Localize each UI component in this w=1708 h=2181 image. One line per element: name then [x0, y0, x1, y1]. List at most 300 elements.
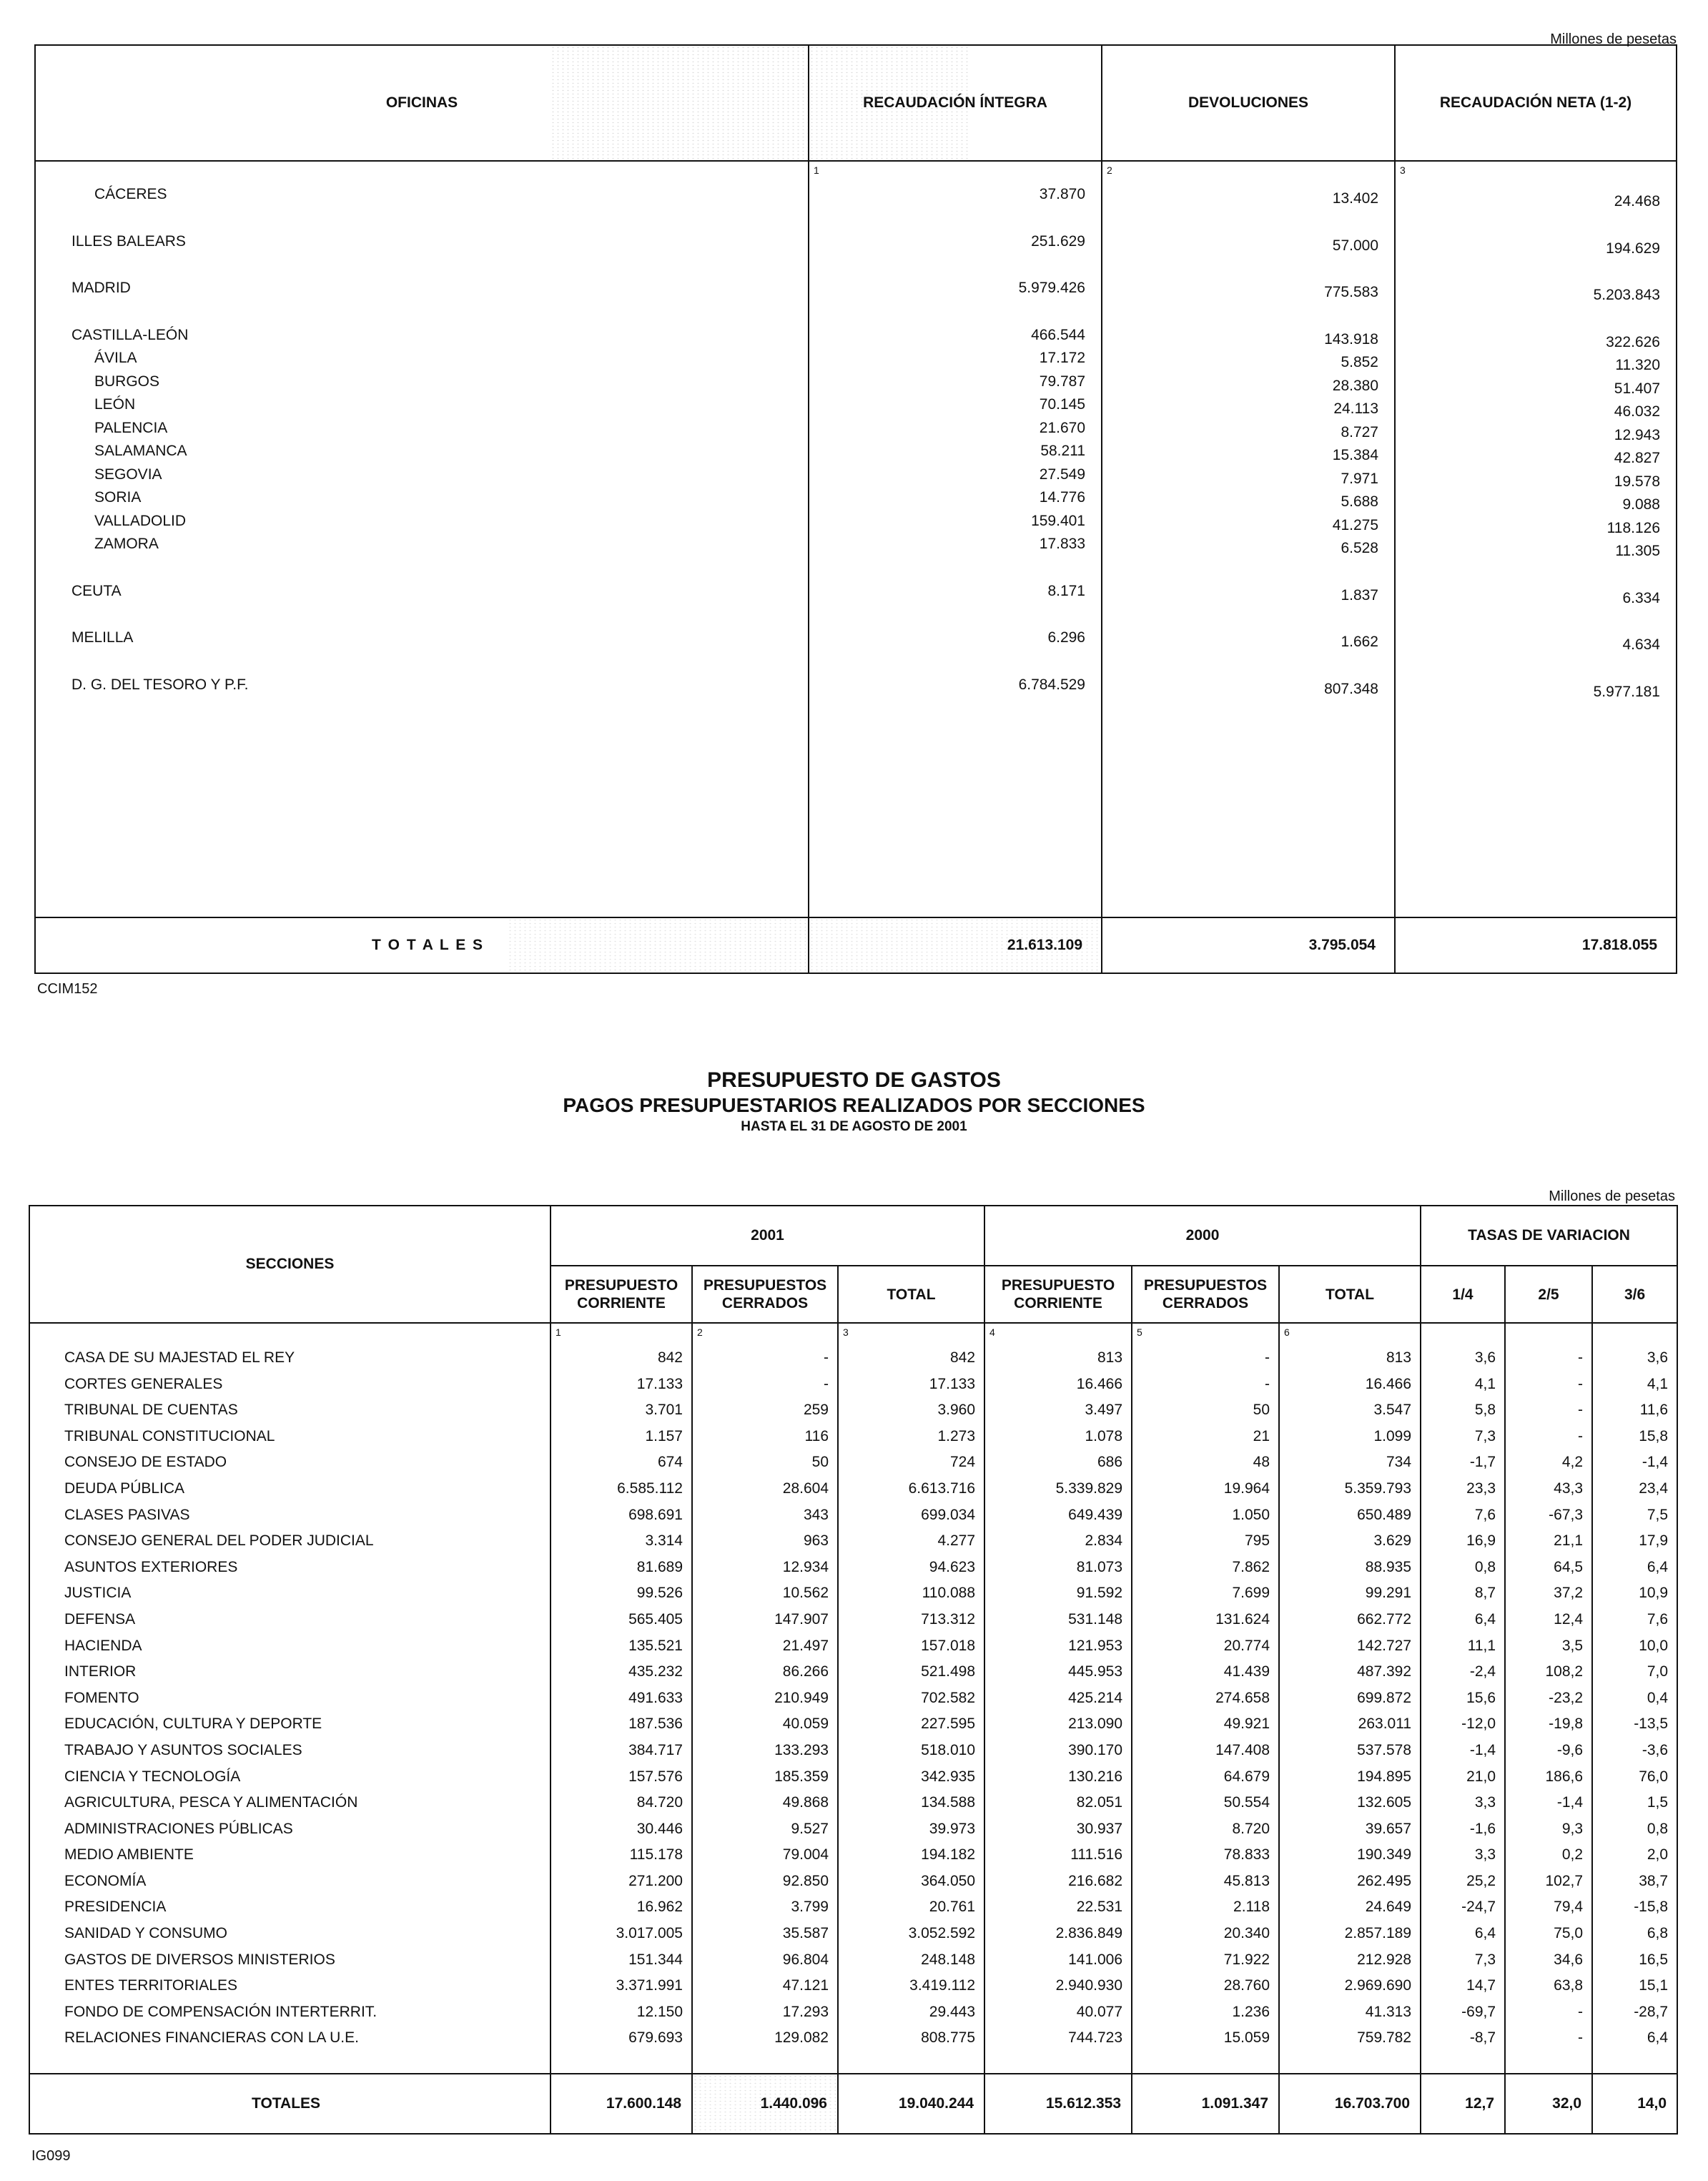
table1-row-value: 251.629 — [1031, 232, 1085, 250]
table2-row-value: 3.547 — [1373, 1402, 1412, 1419]
table2-row-value: 35.587 — [782, 1925, 829, 1942]
table2-row-value: 131.624 — [1215, 1610, 1270, 1628]
table2-row-value: 130.216 — [1068, 1768, 1123, 1785]
table2-row-value: 190.349 — [1357, 1846, 1412, 1864]
table1-recaudacion — [34, 44, 1677, 974]
table1-row-value: 807.348 — [1324, 680, 1378, 697]
table2-row-value: 5.339.829 — [1055, 1480, 1123, 1497]
table2-row-value: - — [1578, 1375, 1584, 1392]
table2-row-value: 699.034 — [921, 1506, 976, 1523]
table2-row-value: 64.679 — [1223, 1768, 1270, 1785]
table1-row-value: 9.088 — [1622, 496, 1660, 513]
table2-row-value: 157.576 — [628, 1768, 683, 1785]
table2-row-value: 7,6 — [1474, 1506, 1496, 1523]
table2-row-value: 79.004 — [782, 1846, 829, 1864]
table2-row-value: - — [1578, 1427, 1584, 1444]
table2-row-value: 686 — [1097, 1454, 1123, 1471]
table2-header-total-2001: TOTAL — [838, 1266, 984, 1323]
table2-row-value: 3.960 — [937, 1402, 976, 1419]
table1-row-value: 322.626 — [1606, 333, 1660, 350]
table2-row-name: FOMENTO — [64, 1689, 139, 1706]
table1-row-value: 118.126 — [1606, 519, 1660, 536]
table2-header-2001: 2001 — [551, 1206, 984, 1266]
table2-row-value: 86.266 — [782, 1663, 829, 1680]
table1-devol-column: 2 13.402 57.000 775.583 143.918 5.852 28.380 24.113 8.727 15.384 7.971 5.688 41.275 6.528 1.837 1.662 807.348 — [1102, 161, 1395, 917]
table2-row-value: -1,6 — [1469, 1820, 1496, 1837]
table2-row-value: 565.405 — [628, 1610, 683, 1628]
table2-row-value: 41.439 — [1223, 1663, 1270, 1680]
table2-header-pres-cerrados-2001: PRESUPUESTOS CERRADOS — [692, 1266, 838, 1323]
table2-row-value: 135.521 — [628, 1637, 683, 1654]
table2-row-value: 487.392 — [1357, 1663, 1412, 1680]
table2-row-value: 662.772 — [1357, 1610, 1412, 1628]
table2-row-value: 16,5 — [1639, 1951, 1669, 1968]
table1-row-value: 4.634 — [1622, 636, 1660, 653]
table2-row-value: 17.293 — [782, 2003, 829, 2020]
table2-row-value: 2,0 — [1647, 1846, 1669, 1864]
table2-row-value: 185.359 — [774, 1768, 829, 1785]
table2-row-value: 3.419.112 — [909, 1977, 976, 1994]
table2-row-value: 744.723 — [1068, 2029, 1123, 2047]
table2-total-t2: 32,0 — [1505, 2074, 1592, 2134]
table1-row-value: 775.583 — [1324, 284, 1378, 300]
table2-row-value: 1.273 — [937, 1427, 976, 1444]
table2-t1-column — [1421, 1323, 1505, 2074]
table1-row-value: 19.578 — [1614, 473, 1660, 490]
table2-row-value: 3.629 — [1373, 1532, 1412, 1550]
table2-row-value: 210.949 — [774, 1689, 829, 1706]
table2-header-tasa-1-4: 1/4 — [1421, 1266, 1505, 1323]
table2-row-value: 0,8 — [1474, 1558, 1496, 1575]
table1-row-name: MADRID — [71, 280, 131, 296]
table2-row-value: 263.011 — [1358, 1715, 1412, 1733]
table2-row-value: 679.693 — [628, 2029, 683, 2047]
table2-total-c2: 1.440.096 — [692, 2074, 838, 2134]
table2-row-value: 1.157 — [645, 1427, 683, 1444]
table1-integra-column: 1 37.870 251.629 5.979.426 466.544 17.172 79.787 70.145 21.670 58.211 27.549 14.776 159.401 17.833 8.171 6.296 6.784.529 — [809, 161, 1102, 917]
table1-row-value: 6.784.529 — [1018, 676, 1085, 693]
table2-row-value: 39.973 — [929, 1820, 976, 1837]
table1-row-name: CEUTA — [71, 582, 122, 599]
table2-row-name: CONSEJO DE ESTADO — [64, 1454, 227, 1471]
table2-row-value: 795 — [1244, 1532, 1270, 1550]
table1-row-name: SALAMANCA — [94, 443, 187, 459]
table2-row-value: 17,9 — [1639, 1532, 1669, 1550]
table2-row-value: 21,1 — [1554, 1532, 1584, 1550]
table2-row-value: 274.658 — [1215, 1689, 1270, 1706]
table2-row-value: 7,3 — [1474, 1951, 1496, 1968]
table2-row-value: 129.082 — [774, 2029, 829, 2047]
table2-row-name: JUSTICIA — [64, 1585, 132, 1602]
table2-total-t3: 14,0 — [1592, 2074, 1677, 2134]
table2-row-value: 5.359.793 — [1344, 1480, 1412, 1497]
table2-row-value: 425.214 — [1068, 1689, 1123, 1706]
table1-row-value: 194.629 — [1606, 240, 1660, 257]
table2-row-value: 2.118 — [1233, 1899, 1270, 1916]
table2-row-value: 2.940.930 — [1055, 1977, 1123, 1994]
table2-row-value: 45.813 — [1223, 1872, 1270, 1889]
table1-row-value: 5.977.181 — [1593, 683, 1660, 700]
table1-row-value: 24.113 — [1333, 400, 1378, 417]
table2-row-value: 3,3 — [1474, 1794, 1496, 1811]
table2-row-value: 842 — [949, 1349, 976, 1366]
table1-code: CCIM152 — [37, 981, 98, 997]
table1-row-value: 79.787 — [1039, 373, 1085, 390]
table2-row-value: 813 — [1386, 1349, 1412, 1366]
table1-row-value: 143.918 — [1324, 330, 1378, 348]
table2-row-value: -69,7 — [1461, 2003, 1496, 2020]
table2-row-value: 21.497 — [782, 1637, 829, 1654]
table1-row-value: 58.211 — [1040, 443, 1085, 459]
table2-row-value: 38,7 — [1639, 1872, 1669, 1889]
table1-row-name: CASTILLA-LEÓN — [71, 326, 189, 343]
table1-row-value: 13.402 — [1332, 190, 1378, 207]
table2-row-value: 157.018 — [921, 1637, 976, 1654]
table2-row-value: 21 — [1253, 1427, 1270, 1444]
table2-row-value: 15.059 — [1223, 2029, 1270, 2047]
table2-row-value: 29.443 — [929, 2003, 976, 2020]
table2-row-value: 3,6 — [1474, 1349, 1496, 1366]
table2-row-value: 37,2 — [1554, 1585, 1584, 1602]
table1-row-name: BURGOS — [94, 373, 160, 390]
table2-row-value: 16,9 — [1466, 1532, 1496, 1550]
table1-row-value: 6.296 — [1047, 629, 1085, 646]
table1-row-value: 42.827 — [1614, 450, 1660, 466]
table2-row-value: 194.895 — [1357, 1768, 1412, 1785]
table1-row-name: MELILLA — [71, 629, 134, 646]
table2-row-value: 43,3 — [1554, 1480, 1584, 1497]
table2-header-pres-cerrados-2000: PRESUPUESTOS CERRADOS — [1132, 1266, 1279, 1323]
table2-row-value: -3,6 — [1642, 1741, 1669, 1758]
table2-row-value: -19,8 — [1549, 1715, 1584, 1733]
table2-row-name: DEUDA PÚBLICA — [64, 1480, 185, 1497]
table2-row-name: CONSEJO GENERAL DEL PODER JUDICIAL — [64, 1532, 374, 1550]
table2-row-value: 96.804 — [782, 1951, 829, 1968]
table2-row-value: 2.836.849 — [1055, 1925, 1123, 1942]
table2-row-value: 10,0 — [1639, 1637, 1669, 1654]
table1-header-integra: RECAUDACIÓN ÍNTEGRA — [809, 45, 1102, 161]
table2-row-value: 3,6 — [1647, 1349, 1669, 1366]
table1-row-name: ÁVILA — [94, 350, 137, 366]
table1-total-devol: 3.795.054 — [1102, 917, 1395, 973]
table2-row-value: 2.857.189 — [1344, 1925, 1412, 1942]
table2-row-value: 84.720 — [636, 1794, 683, 1811]
table2-row-value: -2,4 — [1469, 1663, 1496, 1680]
table2-row-value: 808.775 — [921, 2029, 976, 2047]
table2-row-value: 1.078 — [1085, 1427, 1123, 1444]
table2-row-name: TRIBUNAL DE CUENTAS — [64, 1402, 238, 1419]
table1-row-value: 6.334 — [1622, 589, 1660, 606]
table2-row-value: 6,4 — [1474, 1610, 1496, 1628]
table1-header-oficinas: OFICINAS — [35, 45, 809, 161]
table2-row-value: 6,4 — [1647, 1558, 1669, 1575]
table2-row-value: 48 — [1253, 1454, 1270, 1471]
table2-row-value: 49.868 — [782, 1794, 829, 1811]
table2-row-value: 227.595 — [921, 1715, 976, 1733]
table2-row-value: 4,1 — [1647, 1375, 1669, 1392]
table2-row-value: 115.178 — [629, 1846, 683, 1864]
table2-row-value: 47.121 — [782, 1977, 829, 1994]
table2-row-value: 133.293 — [774, 1741, 829, 1758]
table2-row-value: 78.833 — [1223, 1846, 1270, 1864]
table1-row-value: 46.032 — [1614, 403, 1660, 420]
table2-row-value: 1,5 — [1647, 1794, 1669, 1811]
table2-row-value: 16.466 — [1365, 1375, 1412, 1392]
table2-row-value: -15,8 — [1634, 1899, 1669, 1916]
table2-row-value: 25,2 — [1466, 1872, 1496, 1889]
table2-pagos-secciones — [29, 1205, 1678, 2135]
table2-row-value: 92.850 — [782, 1872, 829, 1889]
table2-row-value: 1.050 — [1232, 1506, 1270, 1523]
table2-row-value: 76,0 — [1639, 1768, 1669, 1785]
table1-row-value: 5.979.426 — [1018, 280, 1085, 296]
table2-row-value: 99.291 — [1365, 1585, 1412, 1602]
table2-row-value: 10,9 — [1639, 1585, 1669, 1602]
table2-row-value: 82.051 — [1076, 1794, 1123, 1811]
table2-row-value: 650.489 — [1357, 1506, 1412, 1523]
table2-row-value: 963 — [803, 1532, 829, 1550]
table1-row-name: CÁCERES — [94, 186, 167, 202]
table2-row-value: 248.148 — [921, 1951, 976, 1968]
table2-row-name: ASUNTOS EXTERIORES — [64, 1558, 238, 1575]
table2-row-value: 16.466 — [1076, 1375, 1123, 1392]
table2-row-value: 649.439 — [1068, 1506, 1123, 1523]
table2-row-value: 12,4 — [1554, 1610, 1584, 1628]
table1-row-value: 70.145 — [1039, 396, 1085, 413]
table2-row-value: 262.495 — [1357, 1872, 1412, 1889]
table1-row-name: VALLADOLID — [94, 512, 186, 529]
table2-row-name: TRABAJO Y ASUNTOS SOCIALES — [64, 1741, 302, 1758]
table2-row-value: 134.588 — [921, 1794, 976, 1811]
table2-total-c4: 15.612.353 — [984, 2074, 1132, 2134]
table2-row-value: -1,4 — [1469, 1741, 1496, 1758]
table2-row-value: 12.934 — [782, 1558, 829, 1575]
table2-row-value: 20.761 — [929, 1899, 976, 1916]
table2-row-value: 3.799 — [791, 1899, 829, 1916]
table2-row-name: AGRICULTURA, PESCA Y ALIMENTACIÓN — [64, 1794, 358, 1811]
table2-row-value: 2.969.690 — [1344, 1977, 1412, 1994]
table2-row-value: 3.497 — [1085, 1402, 1123, 1419]
table2-t3-column — [1592, 1323, 1677, 2074]
table2-row-value: 674 — [657, 1454, 683, 1471]
table1-row-name: SORIA — [94, 489, 142, 506]
table2-row-value: 531.148 — [1068, 1610, 1123, 1628]
table2-row-value: 9,3 — [1561, 1820, 1584, 1837]
table1-row-value: 1.837 — [1341, 586, 1378, 604]
table2-row-value: - — [1265, 1375, 1270, 1392]
table2-row-value: 116 — [804, 1427, 829, 1444]
table2-row-value: 81.073 — [1076, 1558, 1123, 1575]
table2-row-value: 40.077 — [1076, 2003, 1123, 2020]
table2-header-total-2000: TOTAL — [1279, 1266, 1421, 1323]
table2-header-secciones: SECCIONES — [29, 1206, 551, 1323]
table2-row-value: 21,0 — [1466, 1768, 1496, 1785]
table2-row-value: 22.531 — [1076, 1899, 1123, 1916]
table1-row-value: 37.870 — [1039, 186, 1085, 202]
table2-row-name: EDUCACIÓN, CULTURA Y DEPORTE — [64, 1715, 322, 1733]
table2-row-value: 50.554 — [1223, 1794, 1270, 1811]
table1-row-value: 5.852 — [1341, 354, 1378, 370]
table2-row-name: ECONOMÍA — [64, 1872, 147, 1889]
table2-row-value: 88.935 — [1365, 1558, 1412, 1575]
table2-total-c1: 17.600.148 — [551, 2074, 692, 2134]
table2-row-value: 4,2 — [1561, 1454, 1584, 1471]
table1-row-value: 1.662 — [1341, 634, 1378, 650]
table1-row-name: D. G. DEL TESORO Y P.F. — [71, 676, 249, 693]
table2-total-t1: 12,7 — [1421, 2074, 1505, 2134]
table2-row-value: 147.907 — [774, 1610, 829, 1628]
table2-row-value: 6,8 — [1647, 1925, 1669, 1942]
table2-row-value: 3,5 — [1561, 1637, 1584, 1654]
table2-row-value: 141.006 — [1068, 1951, 1123, 1968]
table2-row-value: 216.682 — [1068, 1872, 1123, 1889]
table1-row-value: 11.305 — [1615, 543, 1660, 559]
table2-row-name: ADMINISTRACIONES PÚBLICAS — [64, 1820, 293, 1837]
table1-row-name: ZAMORA — [94, 536, 159, 552]
table2-row-value: 3.314 — [645, 1532, 683, 1550]
table2-row-value: 713.312 — [921, 1610, 976, 1628]
table2-row-value: 271.200 — [628, 1872, 683, 1889]
table2-row-value: 1.099 — [1373, 1427, 1412, 1444]
table2-row-name: CIENCIA Y TECNOLOGÍA — [64, 1768, 241, 1785]
table1-neta-column: 3 24.468 194.629 5.203.843 322.626 11.320 51.407 46.032 12.943 42.827 19.578 9.088 118.126 11.305 6.334 4.634 5.977.181 — [1395, 161, 1677, 917]
table2-row-value: 39.657 — [1365, 1820, 1412, 1837]
table1-row-value: 57.000 — [1332, 237, 1378, 254]
table2-row-value: 50 — [811, 1454, 829, 1471]
table2-row-value: 11,6 — [1639, 1402, 1669, 1419]
table2-row-value: -1,4 — [1642, 1454, 1669, 1471]
table1-row-value: 21.670 — [1039, 419, 1085, 436]
table2-row-name: CASA DE SU MAJESTAD EL REY — [64, 1349, 295, 1366]
table1-row-value: 159.401 — [1031, 512, 1085, 529]
table2-row-value: 213.090 — [1068, 1715, 1123, 1733]
table2-row-value: 7,0 — [1647, 1663, 1669, 1680]
table2-row-value: 15,8 — [1639, 1427, 1669, 1444]
table2-secciones-column — [29, 1323, 551, 2074]
table2-row-name: ENTES TERRITORIALES — [64, 1977, 237, 1994]
table2-row-value: 99.526 — [636, 1585, 683, 1602]
table2-row-value: -12,0 — [1461, 1715, 1496, 1733]
page-date-line: HASTA EL 31 DE AGOSTO DE 2001 — [741, 1119, 967, 1134]
table1-row-value: 466.544 — [1031, 326, 1085, 343]
table2-row-value: 7.862 — [1232, 1558, 1270, 1575]
table1-row-value: 27.549 — [1039, 466, 1085, 483]
table2-unit-label: Millones de pesetas — [1549, 1188, 1675, 1204]
table2-row-value: 15,6 — [1466, 1689, 1496, 1706]
table2-row-name: TRIBUNAL CONSTITUCIONAL — [64, 1427, 275, 1444]
table1-row-value: 8.727 — [1341, 423, 1378, 440]
table2-row-value: 699.872 — [1357, 1689, 1412, 1706]
table2-row-value: 17.133 — [636, 1375, 683, 1392]
table2-row-value: 14,7 — [1466, 1977, 1496, 1994]
table2-row-value: 9.527 — [791, 1820, 829, 1837]
table2-row-value: 75,0 — [1554, 1925, 1584, 1942]
table2-row-value: - — [1578, 2003, 1584, 2020]
table2-c5-column: 5 - - 50 21 48 19.964 1.050 795 7.862 7.699 131.624 20.774 41.439 274.658 49.921 147.408 64.679 50.554 8.720 78.833 45.813 2.118 20.340 71.922 28.760 1.236 15.059 — [1132, 1323, 1279, 2074]
table2-row-value: 491.633 — [628, 1689, 683, 1706]
table2-row-value: 0,4 — [1647, 1689, 1669, 1706]
table2-row-value: 63,8 — [1554, 1977, 1584, 1994]
table1-header-devoluciones: DEVOLUCIONES — [1102, 45, 1395, 161]
table2-row-value: 20.774 — [1223, 1637, 1270, 1654]
table2-code: IG099 — [31, 2148, 71, 2164]
table2-header-tasas: TASAS DE VARIACION — [1421, 1206, 1677, 1266]
table2-row-value: 147.408 — [1215, 1741, 1270, 1758]
table2-row-name: GASTOS DE DIVERSOS MINISTERIOS — [64, 1951, 335, 1968]
table2-row-value: 724 — [949, 1454, 976, 1471]
table2-row-value: 390.170 — [1068, 1741, 1123, 1758]
table2-row-value: 102,7 — [1545, 1872, 1584, 1889]
table2-row-value: 12.150 — [636, 2003, 683, 2020]
table2-row-value: 813 — [1097, 1349, 1123, 1366]
table1-row-name: PALENCIA — [94, 419, 168, 436]
table2-row-value: 10.562 — [782, 1585, 829, 1602]
table2-row-value: 4.277 — [937, 1532, 976, 1550]
table2-row-name: SANIDAD Y CONSUMO — [64, 1925, 227, 1942]
table2-row-value: 28.604 — [782, 1480, 829, 1497]
table2-row-value: 8.720 — [1232, 1820, 1270, 1837]
table2-c4-column: 4 813 16.466 3.497 1.078 686 5.339.829 649.439 2.834 81.073 91.592 531.148 121.953 445.953 425.214 213.090 390.170 130.216 82.051 30.937 111.516 216.682 22.531 2.836.849 141.006 2.940.930 40.077 744.723 — [984, 1323, 1132, 2074]
table1-row-value: 12.943 — [1614, 426, 1660, 443]
table2-total-c5: 1.091.347 — [1132, 2074, 1279, 2134]
table2-c2-column: 2 - - 259 116 50 28.604 343 963 12.934 10.562 147.907 21.497 86.266 210.949 40.059 133.293 185.359 49.868 9.527 79.004 92.850 3.799 35.587 96.804 47.121 17.293 129.082 — [692, 1323, 838, 2074]
table2-row-value: 111.516 — [1070, 1846, 1123, 1864]
table2-row-value: -8,7 — [1469, 2029, 1496, 2047]
table2-row-value: 342.935 — [921, 1768, 976, 1785]
table2-row-name: CLASES PASIVAS — [64, 1506, 190, 1523]
table1-row-value: 5.688 — [1341, 493, 1378, 510]
table2-row-value: 23,4 — [1639, 1480, 1669, 1497]
table2-header-2000: 2000 — [984, 1206, 1421, 1266]
table2-row-value: 3.017.005 — [616, 1925, 683, 1942]
table2-row-value: 3.701 — [645, 1402, 683, 1419]
table1-row-value: 7.971 — [1341, 470, 1378, 487]
table2-row-value: 445.953 — [1068, 1663, 1123, 1680]
table2-row-value: 0,2 — [1561, 1846, 1584, 1864]
table2-row-value: - — [824, 1375, 829, 1392]
table2-row-value: 28.760 — [1223, 1977, 1270, 1994]
table2-row-value: 64,5 — [1554, 1558, 1584, 1575]
table2-row-value: 151.344 — [628, 1951, 683, 1968]
table2-row-value: - — [1578, 1349, 1584, 1366]
table2-row-name: RELACIONES FINANCIERAS CON LA U.E. — [64, 2029, 359, 2047]
table2-row-value: 8,7 — [1474, 1585, 1496, 1602]
table2-row-value: 6,4 — [1474, 1925, 1496, 1942]
table2-row-value: 3.052.592 — [908, 1925, 976, 1942]
table1-row-name: SEGOVIA — [94, 466, 162, 483]
table2-row-value: 0,8 — [1647, 1820, 1669, 1837]
table2-row-value: 364.050 — [921, 1872, 976, 1889]
table2-row-value: 259 — [803, 1402, 829, 1419]
table2-row-value: 1.236 — [1232, 2003, 1270, 2020]
table1-oficinas-column — [35, 161, 809, 917]
table2-row-value: 186,6 — [1545, 1768, 1584, 1785]
table2-header-tasa-2-5: 2/5 — [1505, 1266, 1592, 1323]
table2-row-value: -67,3 — [1549, 1506, 1584, 1523]
table2-row-value: 7,3 — [1474, 1427, 1496, 1444]
page-title: PRESUPUESTO DE GASTOS — [707, 1068, 1001, 1092]
table2-header-pres-corriente-2000: PRESUPUESTO CORRIENTE — [984, 1266, 1132, 1323]
table2-row-value: 7.699 — [1232, 1585, 1270, 1602]
table2-row-value: 40.059 — [782, 1715, 829, 1733]
table2-row-value: 41.313 — [1365, 2003, 1412, 2020]
table1-row-name: ILLES BALEARS — [71, 232, 186, 250]
table2-row-value: 23,3 — [1466, 1480, 1496, 1497]
table2-row-value: 842 — [657, 1349, 683, 1366]
table2-row-name: MEDIO AMBIENTE — [64, 1846, 194, 1864]
table2-row-value: -13,5 — [1634, 1715, 1669, 1733]
table2-row-value: 94.623 — [929, 1558, 976, 1575]
